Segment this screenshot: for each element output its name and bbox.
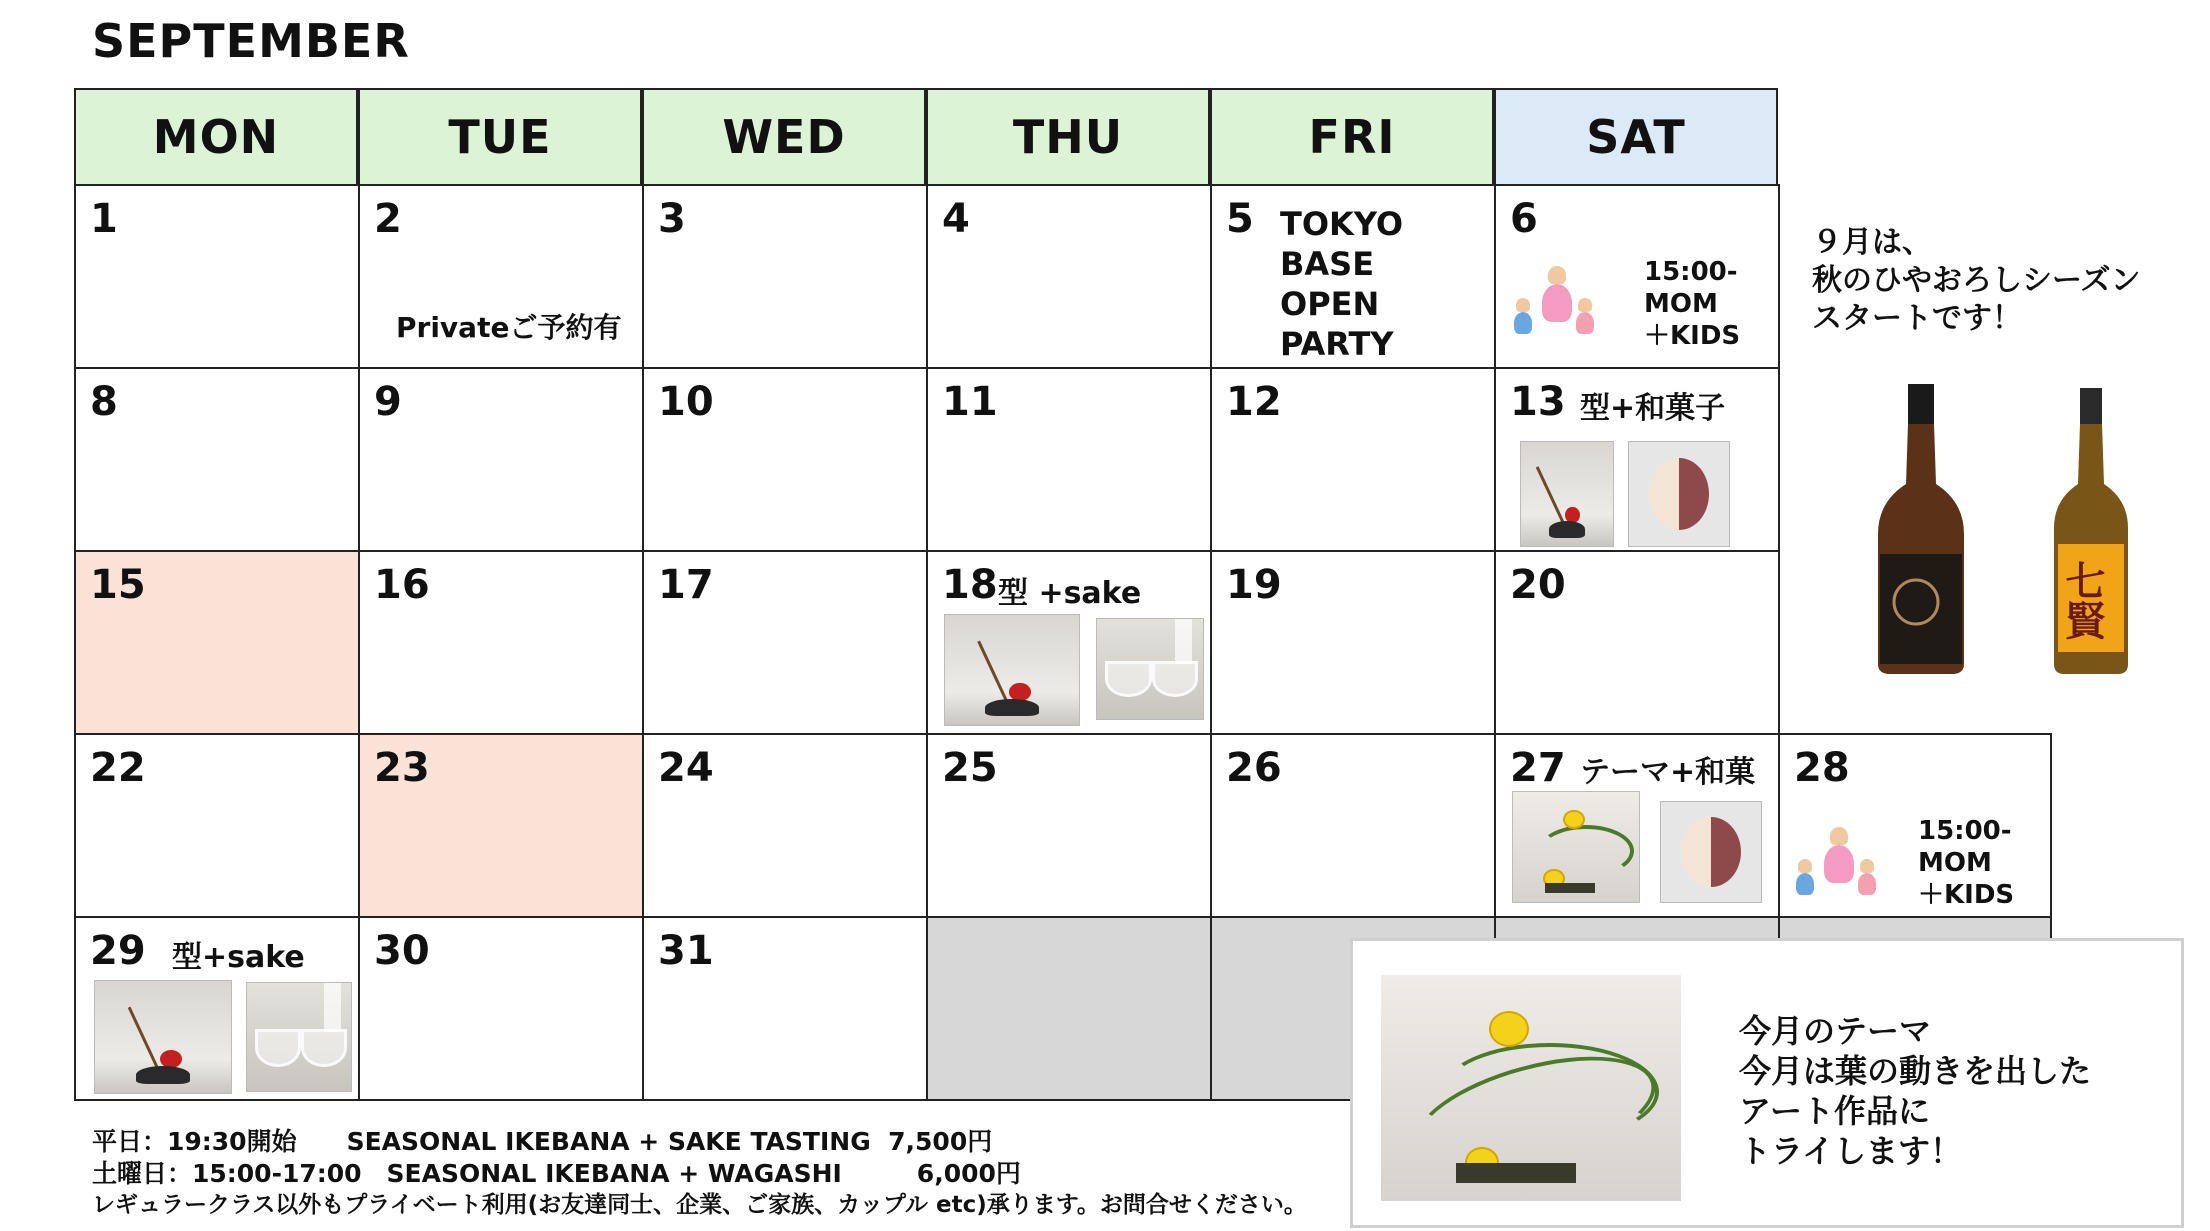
month-title: SEPTEMBER [92, 14, 410, 68]
day-number: 5 [1226, 196, 1254, 242]
day-number: 9 [374, 379, 402, 425]
day-number: 24 [658, 745, 714, 791]
day-cell[interactable] [642, 733, 928, 918]
day-cell[interactable] [1494, 550, 1780, 735]
header-wed: WED [642, 88, 926, 186]
mom-kids-line: ＋KIDS [1644, 321, 1741, 351]
day-cell[interactable] [1494, 367, 1780, 552]
header-sat: SAT [1494, 88, 1778, 186]
day-cell[interactable] [358, 733, 644, 918]
party-line: TOKYO [1280, 205, 1404, 243]
party-line: OPEN [1280, 285, 1380, 323]
mom-kids-line: MOM [1644, 289, 1718, 319]
event-note: 型+sake [172, 940, 305, 975]
day-cell[interactable] [358, 367, 644, 552]
mom-kids-note [1644, 256, 1740, 352]
sake-photo [246, 982, 352, 1092]
ikebana-photo [944, 614, 1080, 726]
day-cell[interactable] [1494, 733, 1780, 918]
theme-text [1739, 1011, 2091, 1171]
footer-private-line: レギュラークラス以外もプライベート利用(お友達同士、企業、ご家族、カップル etc)承ります。お問合せください。 [92, 1192, 1307, 1218]
day-number: 17 [658, 562, 714, 608]
day-number: 2 [374, 196, 402, 242]
day-cell[interactable] [642, 550, 928, 735]
day-cell[interactable] [358, 916, 644, 1101]
theme-line: トライします！ [1739, 1132, 1963, 1170]
theme-line: 今月は葉の動きを出した [1739, 1052, 2092, 1090]
day-number: 23 [374, 745, 430, 791]
sake-season-note [1812, 224, 2141, 338]
wagashi-photo [1628, 441, 1730, 547]
header-fri: FRI [1210, 88, 1494, 186]
party-line: BASE [1280, 245, 1375, 283]
day-cell[interactable] [926, 184, 1212, 369]
day-number: 13 [1510, 379, 1566, 425]
event-note: 型 +sake [998, 576, 1142, 611]
ikebana-photo [1512, 791, 1640, 903]
day-number: 16 [374, 562, 430, 608]
family-icon [1794, 823, 1884, 901]
day-cell[interactable] [1778, 733, 2052, 918]
day-number: 10 [658, 379, 714, 425]
day-number: 11 [942, 379, 998, 425]
party-line: PARTY [1280, 325, 1394, 363]
day-number: 3 [658, 196, 686, 242]
theme-box [1350, 938, 2184, 1228]
day-number: 20 [1510, 562, 1566, 608]
day-cell[interactable] [1210, 367, 1496, 552]
ikebana-photo [94, 980, 232, 1094]
day-number: 1 [90, 196, 118, 242]
sake-season-line: 秋のひやおろしシーズン [1812, 263, 2141, 298]
event-note: テーマ+和菓 [1580, 755, 1756, 790]
header-tue: TUE [358, 88, 642, 186]
day-number: 29 [90, 928, 146, 974]
theme-ikebana-photo [1381, 975, 1681, 1201]
day-cell[interactable] [74, 733, 360, 918]
sake-season-line: スタートです！ [1812, 301, 2022, 336]
day-number: 26 [1226, 745, 1282, 791]
event-note: 型+和菓子 [1580, 391, 1726, 426]
day-cell[interactable] [1210, 733, 1496, 918]
sake-bottle-dark-icon [1872, 384, 1970, 674]
day-cell[interactable] [926, 367, 1212, 552]
day-number: 18 [942, 562, 998, 608]
family-icon [1512, 262, 1602, 340]
day-number: 22 [90, 745, 146, 791]
mom-kids-note [1918, 815, 2014, 911]
mom-kids-line: 15:00- [1644, 257, 1738, 287]
day-cell[interactable] [642, 367, 928, 552]
theme-line: アート作品に [1739, 1092, 1931, 1130]
day-cell[interactable] [926, 733, 1212, 918]
day-number: 15 [90, 562, 146, 608]
header-thu: THU [926, 88, 1210, 186]
wagashi-photo [1660, 801, 1762, 903]
sake-photo [1096, 618, 1204, 720]
mom-kids-line: MOM [1918, 848, 1992, 878]
day-number: 4 [942, 196, 970, 242]
day-cell[interactable] [358, 550, 644, 735]
bottle-label: 七賢 [2059, 560, 2105, 640]
day-number: 27 [1510, 745, 1566, 791]
day-cell[interactable] [74, 184, 360, 369]
day-number: 12 [1226, 379, 1282, 425]
day-cell[interactable] [642, 916, 928, 1101]
day-cell[interactable] [926, 550, 1212, 735]
day-cell[interactable] [74, 367, 360, 552]
day-number: 30 [374, 928, 430, 974]
day-cell[interactable] [74, 550, 360, 735]
day-cell[interactable] [358, 184, 644, 369]
theme-line: 今月のテーマ [1739, 1012, 1932, 1050]
day-number: 25 [942, 745, 998, 791]
mom-kids-line: ＋KIDS [1918, 880, 2015, 910]
day-number: 6 [1510, 196, 1538, 242]
day-cell[interactable] [1210, 184, 1496, 369]
party-note [1280, 204, 1403, 364]
day-number: 28 [1794, 745, 1850, 791]
mom-kids-line: 15:00- [1918, 816, 2012, 846]
day-number: 8 [90, 379, 118, 425]
day-cell[interactable] [642, 184, 928, 369]
ikebana-photo [1520, 441, 1614, 547]
day-cell[interactable] [74, 916, 360, 1101]
day-cell[interactable] [1494, 184, 1780, 369]
empty-cell [926, 916, 1212, 1101]
sake-season-line: ９月は、 [1812, 225, 1932, 260]
footer-saturday-line: 土曜日：15:00-17:00 SEASONAL IKEBANA + WAGASHI 6,000円 [92, 1159, 1021, 1188]
footer-weekday-line: 平日：19:30開始 SEASONAL IKEBANA + SAKE TASTING 7,500円 [92, 1127, 993, 1156]
day-cell[interactable] [1210, 550, 1496, 735]
private-booking-note: Privateご予約有 [396, 311, 622, 344]
header-mon: MON [74, 88, 358, 186]
day-number: 19 [1226, 562, 1282, 608]
day-number: 31 [658, 928, 714, 974]
